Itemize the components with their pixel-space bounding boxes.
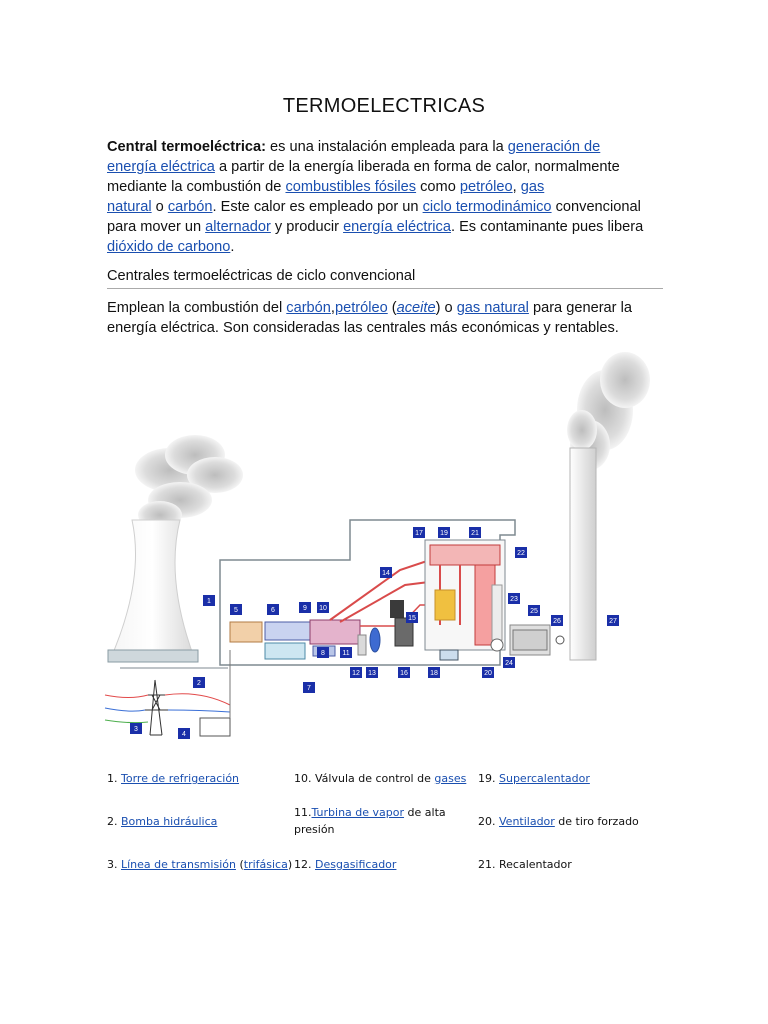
- diagram-badge-label-1: 1: [207, 598, 211, 605]
- diagram-badge-label-20: 20: [484, 670, 492, 677]
- cooling-tower: [110, 520, 195, 660]
- link-gases[interactable]: gases: [434, 772, 467, 785]
- legend-number: 20.: [478, 815, 499, 828]
- diagram-badge-label-14: 14: [382, 570, 390, 577]
- link-dioxido-carbono[interactable]: dióxido de carbono: [107, 239, 231, 255]
- legend-item-1: [107, 770, 239, 787]
- link-ciclo-termodinamico[interactable]: ciclo termodinámico: [422, 199, 552, 215]
- link-supercalentador[interactable]: Supercalentador: [499, 772, 590, 785]
- diagram-badge-label-11: 11: [342, 650, 350, 657]
- diagram-badge-label-26: 26: [553, 618, 561, 625]
- legend-item-3: [107, 856, 292, 873]
- intro-text: convencional: [551, 199, 641, 215]
- diagram-badge-label-7: 7: [307, 685, 311, 692]
- legend-text: de alta: [404, 806, 446, 819]
- legend-number: 3.: [107, 858, 121, 871]
- diagram-badge-label-15: 15: [408, 615, 416, 622]
- legend-text: de tiro forzado: [554, 815, 639, 828]
- diagram-badge-label-18: 18: [430, 670, 438, 677]
- legend-text: ): [287, 858, 293, 871]
- link-gas-natural-2[interactable]: natural: [107, 199, 152, 215]
- legend-text: (: [235, 858, 244, 871]
- diagram-badge-label-3: 3: [134, 726, 138, 733]
- diagram-badge-label-12: 12: [352, 670, 360, 677]
- link-combustibles-fosiles[interactable]: combustibles fósiles: [285, 179, 417, 195]
- link-bomba-hidraulica[interactable]: Bomba hidráulica: [121, 815, 218, 828]
- legend-number: 2.: [107, 815, 121, 828]
- link-trifasica[interactable]: trifásica: [243, 858, 288, 871]
- link-linea-transmision[interactable]: Línea de transmisión: [121, 858, 236, 871]
- link-carbon-2[interactable]: carbón: [286, 300, 331, 316]
- section-subheading: Centrales termoeléctricas de ciclo convencional: [107, 268, 663, 289]
- link-petroleo[interactable]: petróleo: [459, 179, 513, 195]
- diagram-badge-label-6: 6: [271, 607, 275, 614]
- link-aceite[interactable]: aceite: [396, 300, 436, 316]
- legend-number: 11.: [294, 806, 312, 819]
- diagram-badge-label-8: 8: [321, 650, 325, 657]
- legend-number: 19.: [478, 772, 499, 785]
- diagram-badge-label-21: 21: [471, 530, 479, 537]
- power-plant-diagram: [100, 350, 660, 750]
- intro-lead: Central termoeléctrica:: [107, 139, 266, 155]
- legend-item-10: [294, 770, 466, 787]
- legend-item-2: [107, 813, 217, 830]
- para-text: ,: [330, 300, 335, 316]
- link-desgasificador[interactable]: Desgasificador: [315, 858, 397, 871]
- legend-item-11: [294, 804, 454, 838]
- link-gas-natural[interactable]: gas: [520, 179, 545, 195]
- intro-text: .: [230, 239, 235, 255]
- link-petroleo-2[interactable]: petróleo: [334, 300, 388, 316]
- intro-text: como: [416, 179, 460, 195]
- legend-text: 10. Válvula de control de: [294, 772, 435, 785]
- link-torre-refrigeracion[interactable]: Torre de refrigeración: [121, 772, 240, 785]
- para-text: energía eléctrica. Son consideradas las centrales más económicas y rentables.: [107, 320, 619, 336]
- diagram-badge-label-25: 25: [530, 608, 538, 615]
- chimney: [570, 448, 596, 660]
- link-gas-natural-3[interactable]: gas natural: [456, 300, 529, 316]
- intro-text: ,: [512, 179, 521, 195]
- link-alternador[interactable]: alternador: [205, 219, 271, 235]
- cooling-tower-steam: [135, 435, 243, 529]
- intro-text: o: [151, 199, 168, 215]
- diagram-badge-label-4: 4: [182, 731, 186, 738]
- link-energia-electrica-2[interactable]: energía eléctrica: [343, 219, 451, 235]
- legend-text: presión: [294, 823, 335, 836]
- diagram-badge-label-2: 2: [197, 680, 201, 687]
- intro-text: y producir: [270, 219, 344, 235]
- diagram-badge-label-13: 13: [368, 670, 376, 677]
- intro-text: . Es contaminante pues libera: [450, 219, 644, 235]
- diagram-badge-label-24: 24: [505, 660, 513, 667]
- legend-number: 12.: [294, 858, 315, 871]
- intro-text: para mover un: [107, 219, 206, 235]
- diagram-badge-label-23: 23: [510, 596, 518, 603]
- transmission-tower: [145, 680, 168, 735]
- link-generacion[interactable]: generación de: [507, 139, 601, 155]
- diagram-badge-label-10: 10: [319, 605, 327, 612]
- para-text: ) o: [435, 300, 457, 316]
- link-turbina-vapor[interactable]: Turbina de vapor: [311, 806, 405, 819]
- diagram-badge-label-17: 17: [415, 530, 423, 537]
- legend-item-12: [294, 856, 396, 873]
- para-text: para generar la: [528, 300, 632, 316]
- para-text: (: [387, 300, 397, 316]
- diagram-badge-label-19: 19: [440, 530, 448, 537]
- diagram-badge-label-27: 27: [609, 618, 617, 625]
- intro-paragraph: [107, 137, 667, 257]
- legend-item-19: [478, 770, 590, 787]
- page-title: TERMOELECTRICAS: [282, 95, 486, 117]
- legend-text: 21. Recalentador: [478, 858, 572, 871]
- link-carbon[interactable]: carbón: [167, 199, 213, 215]
- intro-text: mediante la combustión de: [107, 179, 286, 195]
- diagram-badge-label-5: 5: [234, 607, 238, 614]
- intro-text: . Este calor es empleado por un: [212, 199, 423, 215]
- diagram-badge-label-22: 22: [517, 550, 525, 557]
- legend-item-20: [478, 813, 639, 830]
- intro-text: a partir de la energía liberada en forma de calor, normalmente: [214, 159, 620, 175]
- link-ventilador[interactable]: Ventilador: [499, 815, 555, 828]
- legend-item-21: [478, 856, 572, 873]
- diagram-badge-label-9: 9: [303, 605, 307, 612]
- para-text: Emplean la combustión del: [107, 300, 287, 316]
- link-energia-electrica[interactable]: energía eléctrica: [107, 159, 215, 175]
- diagram-badge-label-16: 16: [400, 670, 408, 677]
- legend-number: 1.: [107, 772, 121, 785]
- intro-text: es una instalación empleada para la: [265, 139, 508, 155]
- section-paragraph: [107, 298, 667, 338]
